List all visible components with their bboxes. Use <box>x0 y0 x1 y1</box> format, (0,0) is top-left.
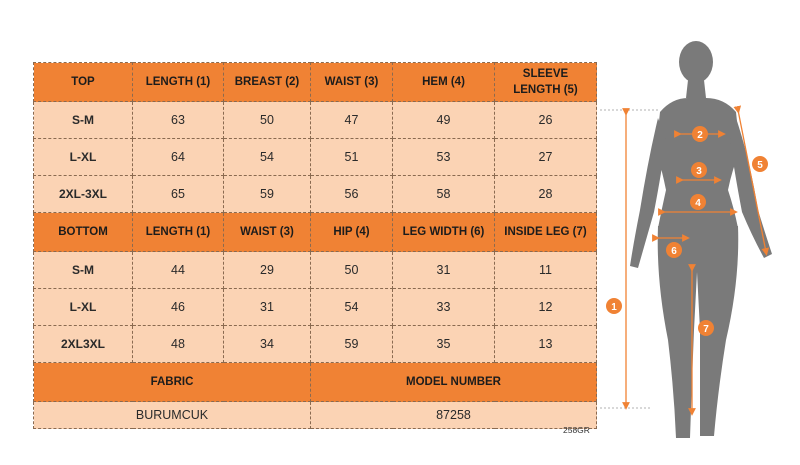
svg-text:3: 3 <box>696 166 702 177</box>
top-header-hem: HEM (4) <box>393 63 495 102</box>
marker-5-icon <box>752 156 768 172</box>
table-cell: 48 <box>133 326 224 363</box>
table-cell: 12 <box>495 289 597 326</box>
svg-text:7: 7 <box>703 324 709 335</box>
table-cell: 31 <box>393 252 495 289</box>
model-number-value: 87258 <box>311 402 597 429</box>
table-cell: 33 <box>393 289 495 326</box>
marker-3-icon <box>691 162 707 178</box>
table-cell: 49 <box>393 102 495 139</box>
table-cell: 28 <box>495 176 597 213</box>
size-label: L-XL <box>34 139 133 176</box>
size-label: S-M <box>34 102 133 139</box>
table-cell: 64 <box>133 139 224 176</box>
table-cell: 53 <box>393 139 495 176</box>
marker-4-icon <box>690 194 706 210</box>
table-cell: 26 <box>495 102 597 139</box>
top-header-waist: WAIST (3) <box>311 63 393 102</box>
table-cell: 11 <box>495 252 597 289</box>
marker-1-icon <box>606 298 622 314</box>
model-number-header: MODEL NUMBER <box>311 363 597 402</box>
table-cell: 27 <box>495 139 597 176</box>
table-cell: 34 <box>224 326 311 363</box>
table-cell: 54 <box>311 289 393 326</box>
bottom-header-hip: HIP (4) <box>311 213 393 252</box>
table-row <box>34 326 597 363</box>
marker-7-icon <box>698 320 714 336</box>
top-header-sleeve-length: SLEEVE LENGTH (5) <box>495 63 597 102</box>
size-chart <box>33 62 596 422</box>
woman-silhouette-icon <box>630 41 772 438</box>
svg-text:6: 6 <box>671 246 677 257</box>
table-cell: 46 <box>133 289 224 326</box>
table-row <box>34 289 597 326</box>
table-row <box>34 102 597 139</box>
product-code: 258GR <box>563 425 590 435</box>
svg-text:2: 2 <box>697 130 703 141</box>
fabric-header: FABRIC <box>34 363 311 402</box>
svg-text:5: 5 <box>757 160 763 171</box>
top-section-header: TOP <box>34 63 133 102</box>
bottom-header-waist: WAIST (3) <box>224 213 311 252</box>
table-cell: 56 <box>311 176 393 213</box>
table-row <box>34 139 597 176</box>
size-label: S-M <box>34 252 133 289</box>
body-silhouette <box>600 40 800 460</box>
size-label: L-XL <box>34 289 133 326</box>
top-header-row <box>34 63 597 102</box>
bottom-header-leg-width: LEG WIDTH (6) <box>393 213 495 252</box>
bottom-header-length: LENGTH (1) <box>133 213 224 252</box>
marker-6-icon <box>666 242 682 258</box>
table-cell: 35 <box>393 326 495 363</box>
size-label: 2XL-3XL <box>34 176 133 213</box>
info-value-row <box>34 402 597 429</box>
table-cell: 51 <box>311 139 393 176</box>
size-label: 2XL3XL <box>34 326 133 363</box>
table-cell: 13 <box>495 326 597 363</box>
table-cell: 50 <box>311 252 393 289</box>
table-cell: 47 <box>311 102 393 139</box>
bottom-header-inside-leg: INSIDE LEG (7) <box>495 213 597 252</box>
bottom-section-header: BOTTOM <box>34 213 133 252</box>
table-cell: 63 <box>133 102 224 139</box>
svg-text:4: 4 <box>695 198 701 209</box>
table-cell: 59 <box>224 176 311 213</box>
table-cell: 54 <box>224 139 311 176</box>
top-header-breast: BREAST (2) <box>224 63 311 102</box>
top-header-length: LENGTH (1) <box>133 63 224 102</box>
table-cell: 50 <box>224 102 311 139</box>
table-cell: 44 <box>133 252 224 289</box>
marker-2-icon <box>692 126 708 142</box>
table-row <box>34 252 597 289</box>
fabric-value: BURUMCUK <box>34 402 311 429</box>
svg-text:1: 1 <box>611 302 617 313</box>
table-cell: 58 <box>393 176 495 213</box>
table-cell: 59 <box>311 326 393 363</box>
bottom-header-row <box>34 213 597 252</box>
measurement-figure <box>600 40 800 460</box>
table-cell: 29 <box>224 252 311 289</box>
table-cell: 31 <box>224 289 311 326</box>
table-row <box>34 176 597 213</box>
size-table <box>33 62 597 429</box>
info-header-row <box>34 363 597 402</box>
table-cell: 65 <box>133 176 224 213</box>
